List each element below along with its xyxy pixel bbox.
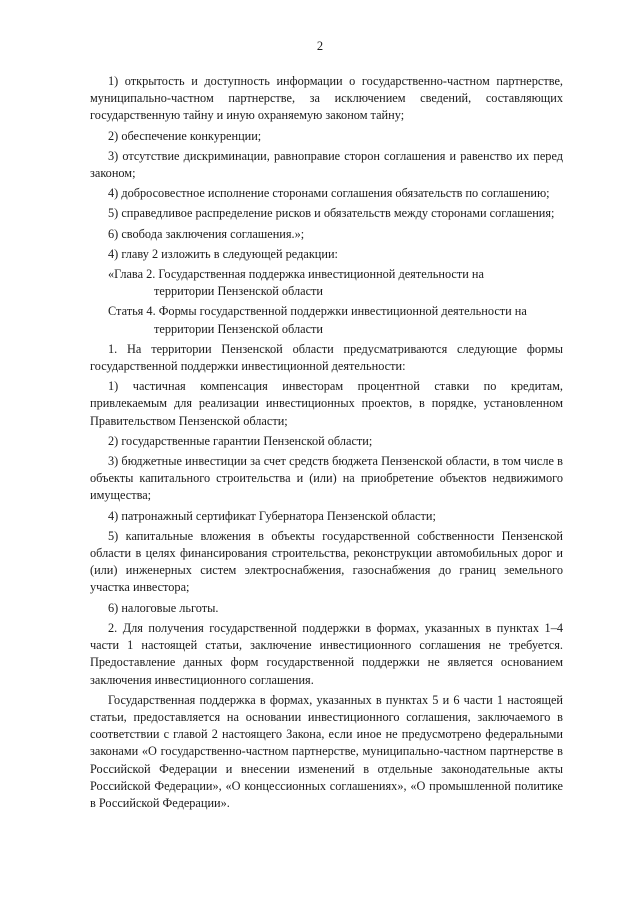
list-item: 5) справедливое распределение рисков и обязательств между сторонами соглашения; [108, 206, 555, 221]
document-body [90, 73, 563, 815]
article-list-item: 3) бюджетные инвестиции за счет средств бюджета Пензенской области, в том числе в объекты капитального строительства и (или) на приобретение объектов недвижимого имущества; [90, 454, 563, 503]
chapter-heading-line1: «Глава 2. Государственная поддержка инвестиционной деятельности на [108, 267, 484, 282]
article-paragraph: 2. Для получения государственной поддержки в формах, указанных в пунктах 1–4 части 1 настоящей статьи, заключение инвестиционного соглашения не требуется. Предоставление данных форм государственной поддержки не является основанием заключения инвестиционного соглашения. [90, 620, 563, 687]
page-number: 2 [316, 39, 324, 53]
article-list-item: 5) капитальные вложения в объекты государственной собственности Пензенской области в целях финансирования строительства, реконструкции автомобильных дорог и (или) инженерных систем электроснабжения, газоснабжения до границ земельного участка инвестора; [90, 528, 563, 595]
list-item: 3) отсутствие дискриминации, равноправие сторон соглашения и равенство их перед законом; [90, 148, 563, 181]
article-list-item: 4) патронажный сертификат Губернатора Пензенской области; [108, 508, 436, 523]
article-list-item: 1) частичная компенсация инвесторам процентной ставки по кредитам, привлекаемым для реализации инвестиционных проектов, в порядке, установленном Правительством Пензенской области; [90, 379, 563, 428]
list-item: 1) открытость и доступность информации о государственно-частном партнерстве, муниципально-частном партнерстве, за исключением сведений, составляющих государственную тайну и иную охраняемую законом тайну; [90, 74, 563, 123]
amendment-item: 4) главу 2 изложить в следующей редакции: [108, 246, 338, 261]
list-item: 4) добросовестное исполнение сторонами соглашения обязательств по соглашению; [108, 186, 550, 201]
article-heading-line2: территории Пензенской области [154, 321, 323, 336]
article-heading [90, 303, 563, 337]
article-paragraph: 1. На территории Пензенской области предусматриваются следующие формы государственной поддержки инвестиционной деятельности: [90, 341, 563, 374]
article-list-item: 2) государственные гарантии Пензенской области; [108, 433, 373, 448]
chapter-heading-line2: территории Пензенской области [154, 284, 323, 299]
list-item: 6) свобода заключения соглашения.»; [108, 226, 305, 241]
article-heading-line1: Статья 4. Формы государственной поддержки инвестиционной деятельности на [108, 304, 527, 319]
article-paragraph: Государственная поддержка в формах, указанных в пунктах 5 и 6 части 1 настоящей статьи, предоставляется на основании инвестиционного соглашения, заключаемого в соответствии с главой 2 настоящего Закона, если иное не предусмотрено федеральными законами «О государственно-частном партнерстве, муниципально-частном партнерстве в Российской Федерации и внесении изменений в отдельные законодательные акты Российской Федерации», «О концессионных соглашениях», «О промышленной политике в Российской Федерации». [90, 692, 563, 810]
article-list-item: 6) налоговые льготы. [108, 600, 219, 615]
chapter-heading [90, 266, 563, 300]
list-item: 2) обеспечение конкуренции; [108, 128, 262, 143]
